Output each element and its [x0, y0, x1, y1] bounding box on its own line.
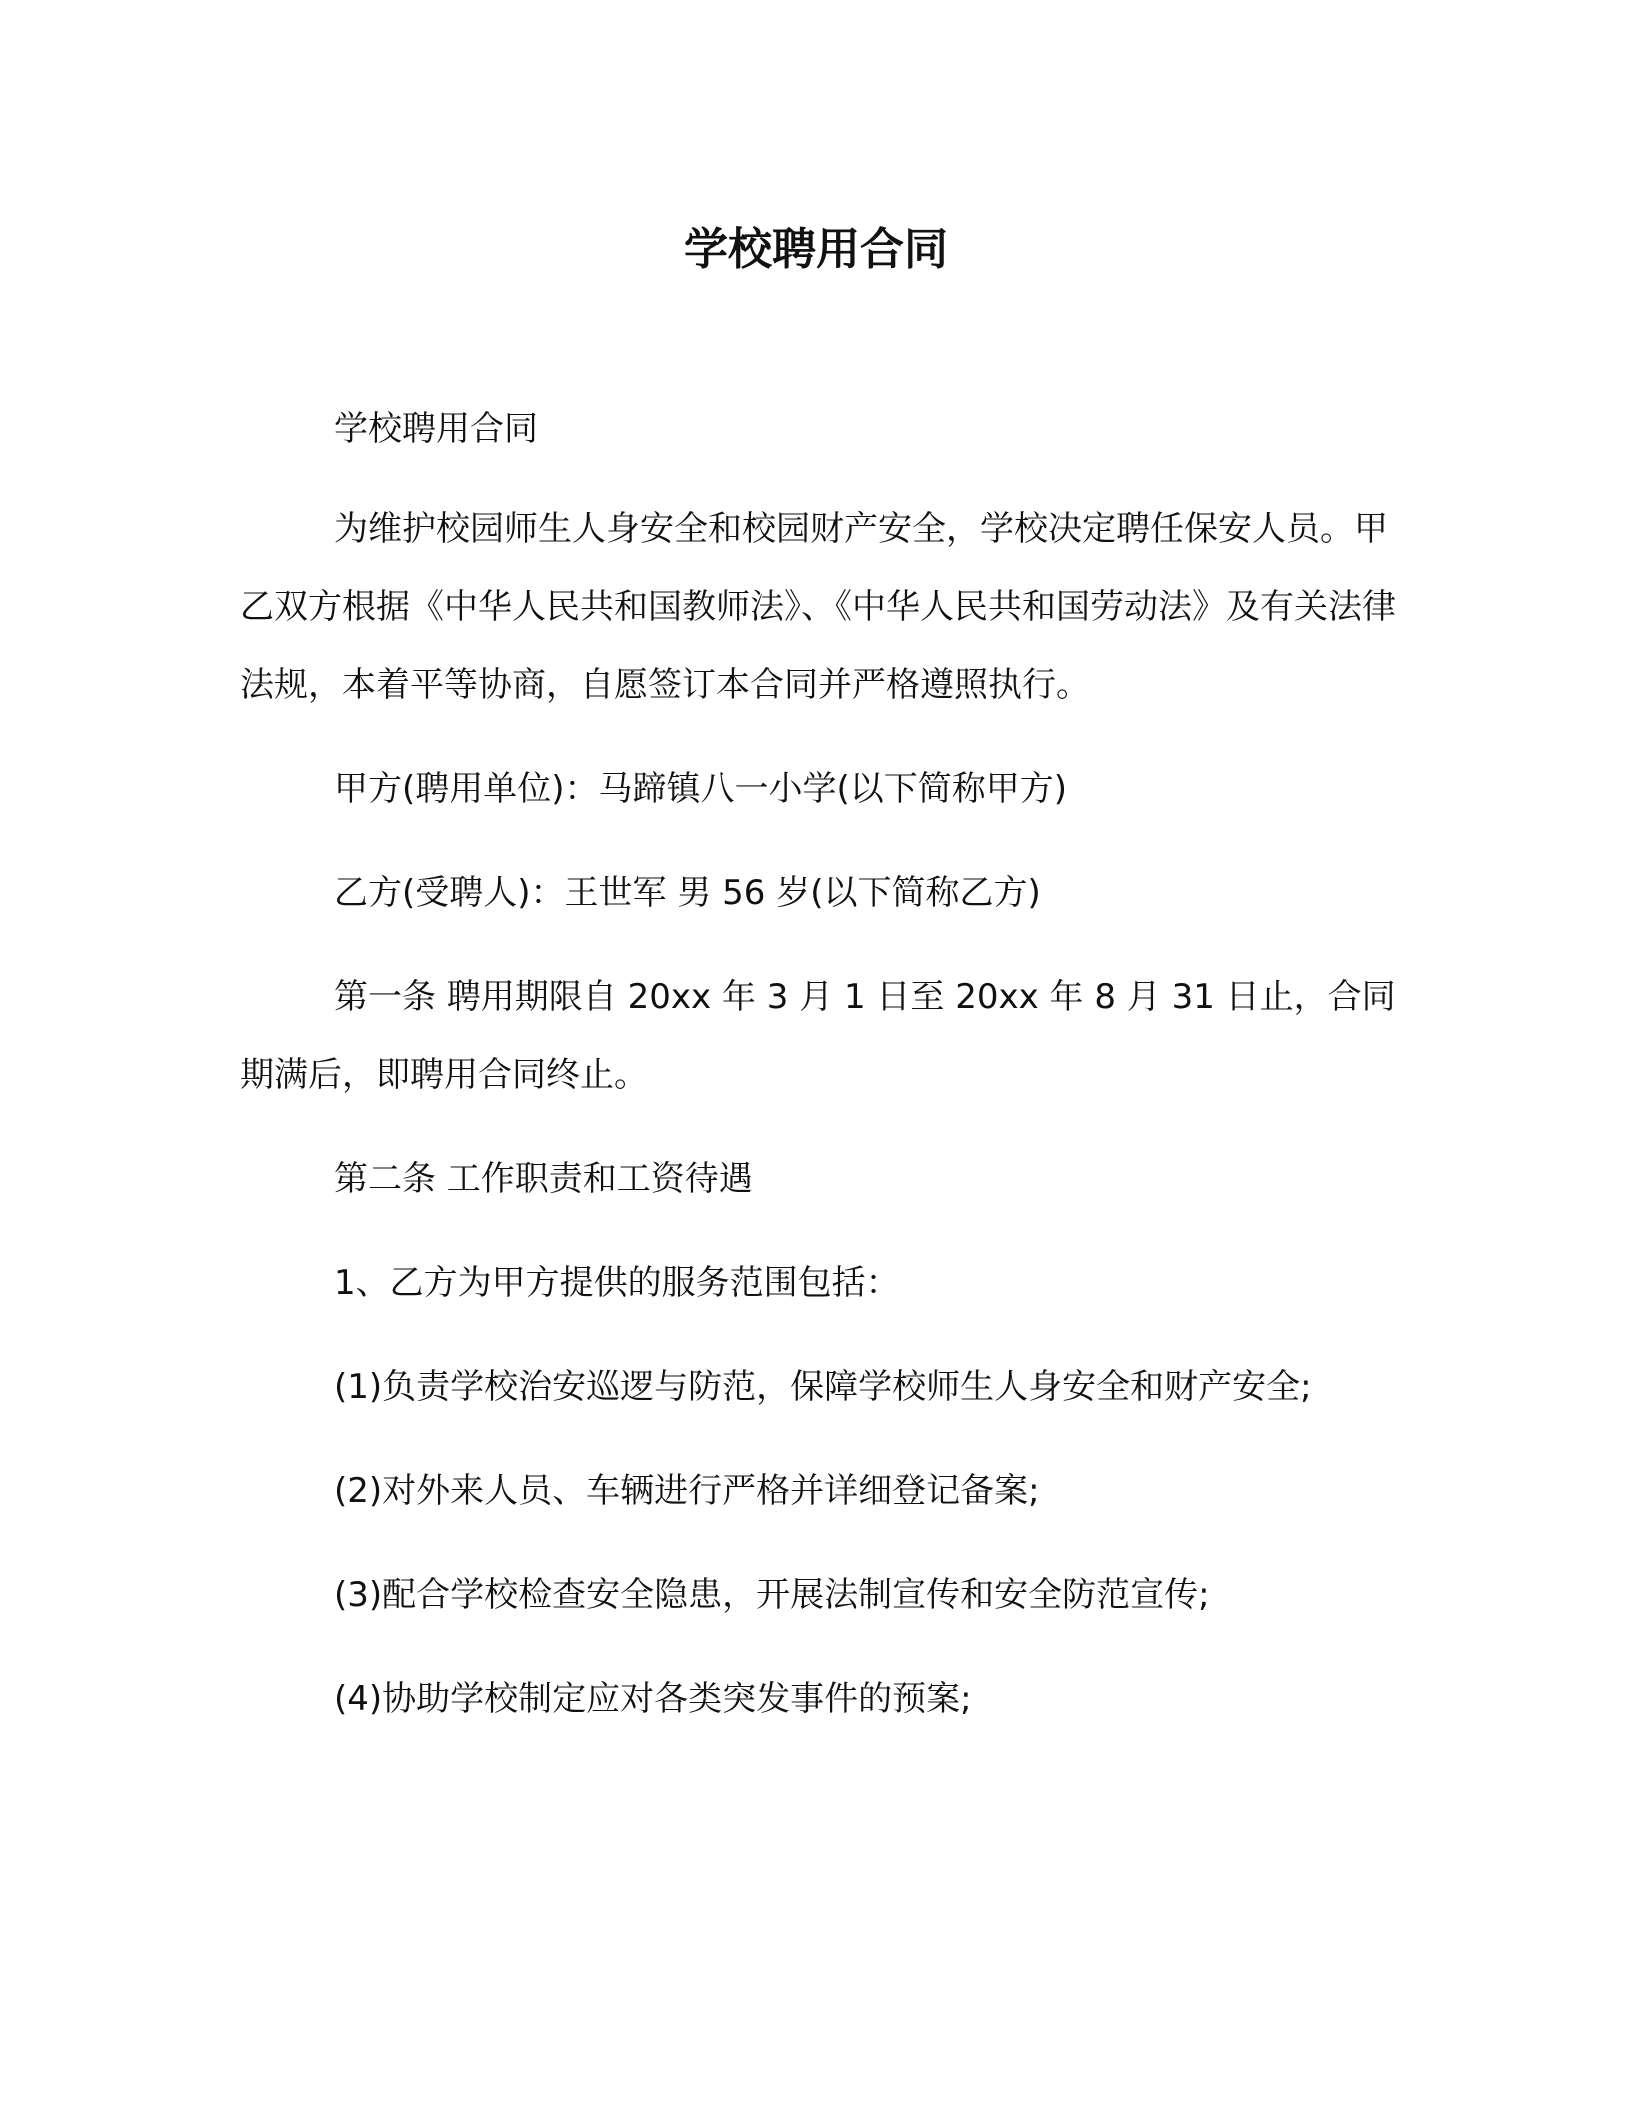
paragraph-preamble: 为维护校园师生人身安全和校园财产安全，学校决定聘任保安人员。甲乙双方根据《中华人民共和国教师法》、《中华人民共和国劳动法》及有关法律法规，本着平等协商，自愿签订本合同并严格遵照执行。: [240, 509, 1396, 705]
list-item-duty-1: (1)负责学校治安巡逻与防范，保障学校师生人身安全和财产安全;: [334, 1367, 1312, 1407]
list-item-duty-4: (4)协助学校制定应对各类突发事件的预案;: [334, 1679, 972, 1719]
paragraph-article-2-heading: 第二条 工作职责和工资待遇: [334, 1159, 753, 1199]
document-body: [240, 390, 1400, 1764]
document-title: 学校聘用合同: [684, 224, 948, 275]
list-item-duty-2: (2)对外来人员、车辆进行严格并详细登记备案;: [334, 1471, 1040, 1511]
paragraph-article-1: 第一条 聘用期限自 20xx 年 3 月 1 日至 20xx 年 8 月 31 日止，合同期满后，即聘用合同终止。: [240, 977, 1396, 1095]
list-item-duty-3: (3)配合学校检查安全隐患，开展法制宣传和安全防范宣传;: [334, 1575, 1210, 1615]
paragraph-subtitle: 学校聘用合同: [334, 409, 538, 449]
paragraph-party-b: 乙方(受聘人)：王世军 男 56 岁(以下简称乙方): [334, 873, 1041, 913]
paragraph-service-scope: 1、乙方为甲方提供的服务范围包括：: [334, 1263, 900, 1303]
paragraph-party-a: 甲方(聘用单位)：马蹄镇八一小学(以下简称甲方): [334, 769, 1068, 809]
